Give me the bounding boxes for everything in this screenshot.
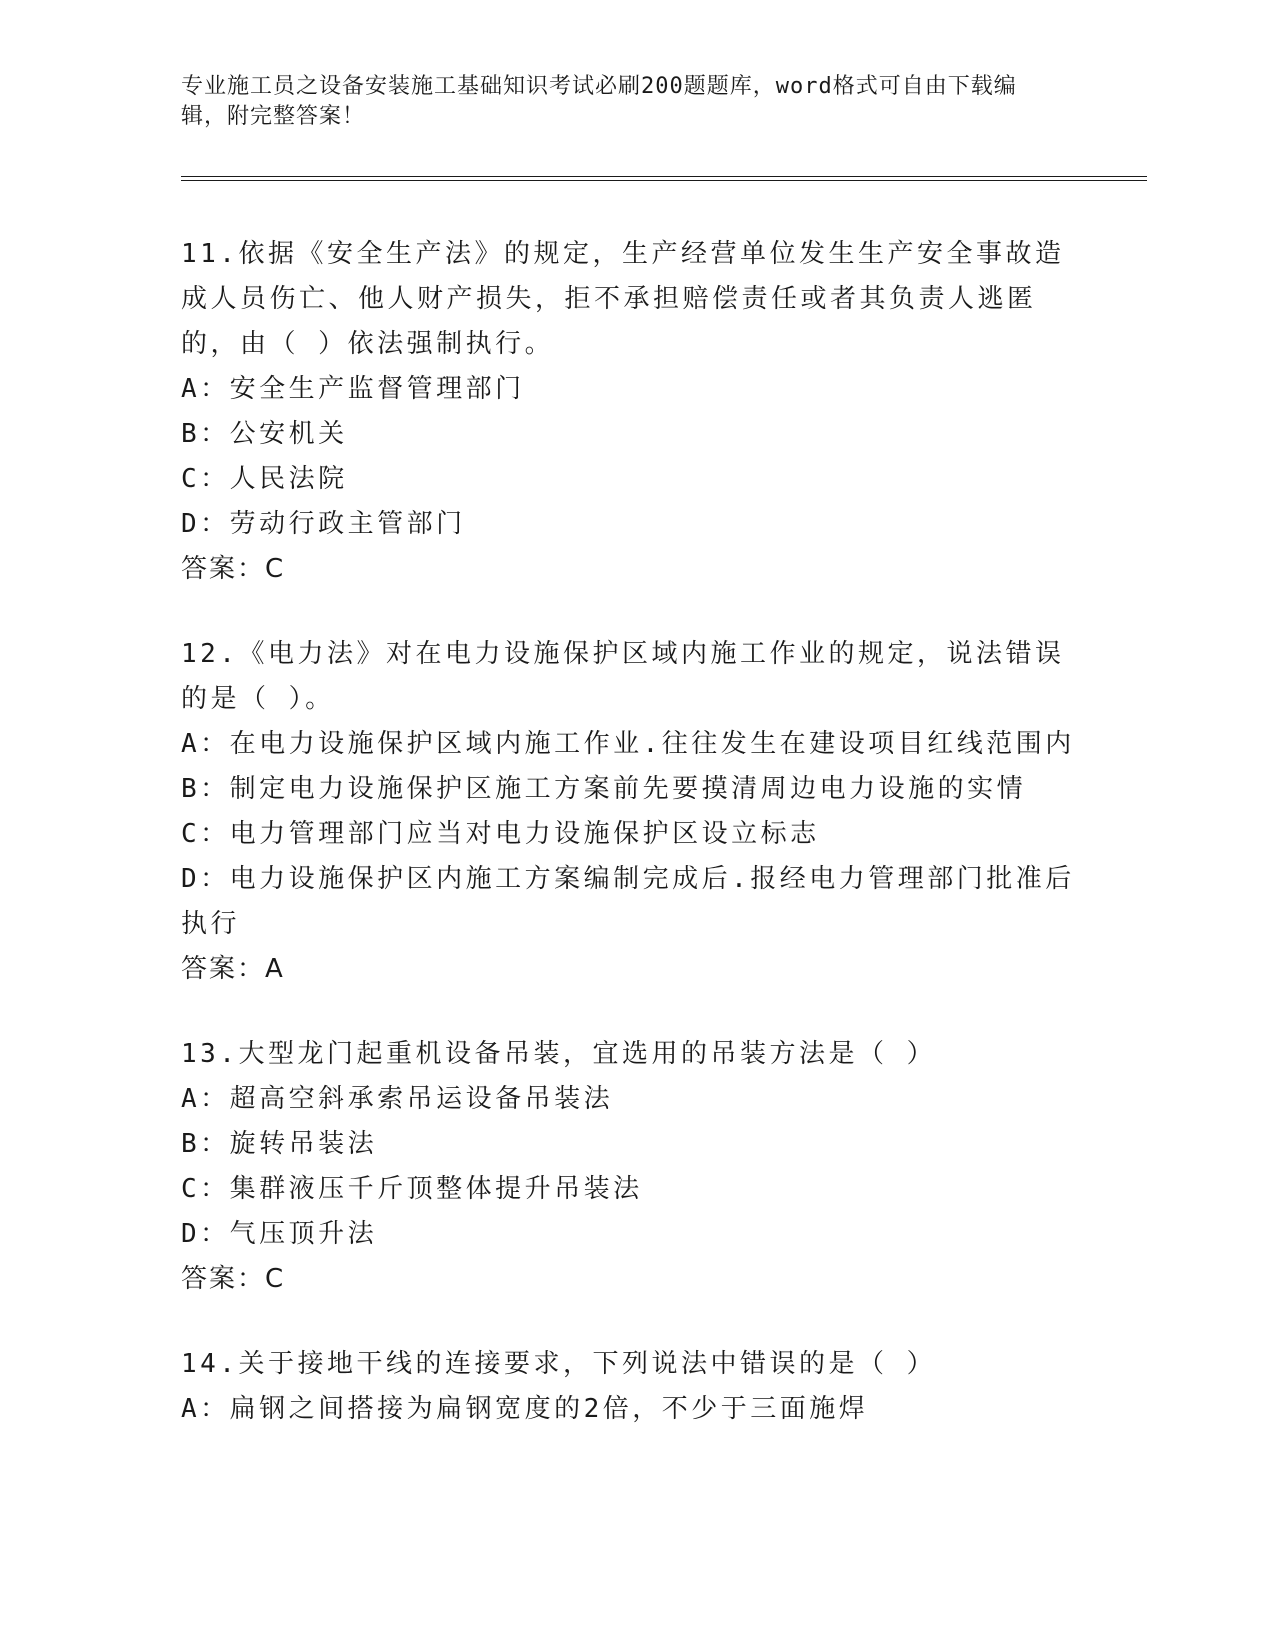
question-stem: 11.依据《安全生产法》的规定，生产经营单位发生生产安全事故造成人员伤亡、他人财产损失，拒不承担赔偿责任或者其负责人逃匿的，由（ ）依法强制执行。 [181,239,1065,359]
answer-line: 答案：C [181,1264,286,1294]
option-letter: D： [181,1219,230,1249]
option-a [181,367,1081,412]
option-d [181,1212,1081,1257]
option-c [181,457,1081,502]
option-text: 安全生产监督管理部门 [229,374,525,404]
option-letter: D： [181,509,230,539]
option-text: 公安机关 [229,419,348,449]
question-stem: 13.大型龙门起重机设备吊装，宜选用的吊装方法是（ ） [181,1039,937,1069]
option-a [181,1387,1081,1432]
question-12 [181,632,1081,992]
option-letter: B： [181,1129,230,1159]
question-11 [181,232,1081,592]
option-letter: B： [181,419,230,449]
option-text: 人民法院 [229,464,348,494]
option-d [181,857,1081,947]
option-letter: A： [181,374,230,404]
option-letter: A： [181,729,230,759]
question-13 [181,1032,1081,1302]
option-text: 超高空斜承索吊运设备吊装法 [229,1084,614,1114]
option-text: 扁钢之间搭接为扁钢宽度的2倍，不少于三面施焊 [229,1394,869,1424]
option-text: 气压顶升法 [229,1219,378,1249]
option-letter: B： [181,774,230,804]
option-c [181,812,1081,857]
question-stem: 14.关于接地干线的连接要求，下列说法中错误的是（ ） [181,1349,937,1379]
document-header: 专业施工员之设备安装施工基础知识考试必刷200题题库，word格式可自由下载编辑，附完整答案！ [181,74,1017,129]
option-d [181,502,1081,547]
option-b [181,412,1081,457]
header-divider [181,176,1147,181]
option-a [181,1077,1081,1122]
option-text: 劳动行政主管部门 [229,509,466,539]
option-a [181,722,1081,767]
option-b [181,767,1081,812]
option-letter: C： [181,1174,230,1204]
option-letter: C： [181,464,230,494]
option-text: 电力设施保护区内施工方案编制完成后.报经电力管理部门批准后执行 [181,864,1075,939]
option-c [181,1167,1081,1212]
option-letter: A： [181,1394,230,1424]
option-text: 制定电力设施保护区施工方案前先要摸清周边电力设施的实情 [229,774,1027,804]
option-b [181,1122,1081,1167]
option-letter: D： [181,864,230,894]
option-text: 电力管理部门应当对电力设施保护区设立标志 [229,819,820,849]
question-stem: 12.《电力法》对在电力设施保护区域内施工作业的规定，说法错误的是（ ）。 [181,639,1065,714]
option-text: 旋转吊装法 [229,1129,378,1159]
answer-line: 答案：A [181,954,285,984]
option-text: 在电力设施保护区域内施工作业.往往发生在建设项目红线范围内 [229,729,1075,759]
question-list [181,232,1081,1472]
answer-line: 答案：C [181,554,286,584]
option-letter: C： [181,819,230,849]
option-letter: A： [181,1084,230,1114]
question-14 [181,1342,1081,1432]
option-text: 集群液压千斤顶整体提升吊装法 [229,1174,643,1204]
